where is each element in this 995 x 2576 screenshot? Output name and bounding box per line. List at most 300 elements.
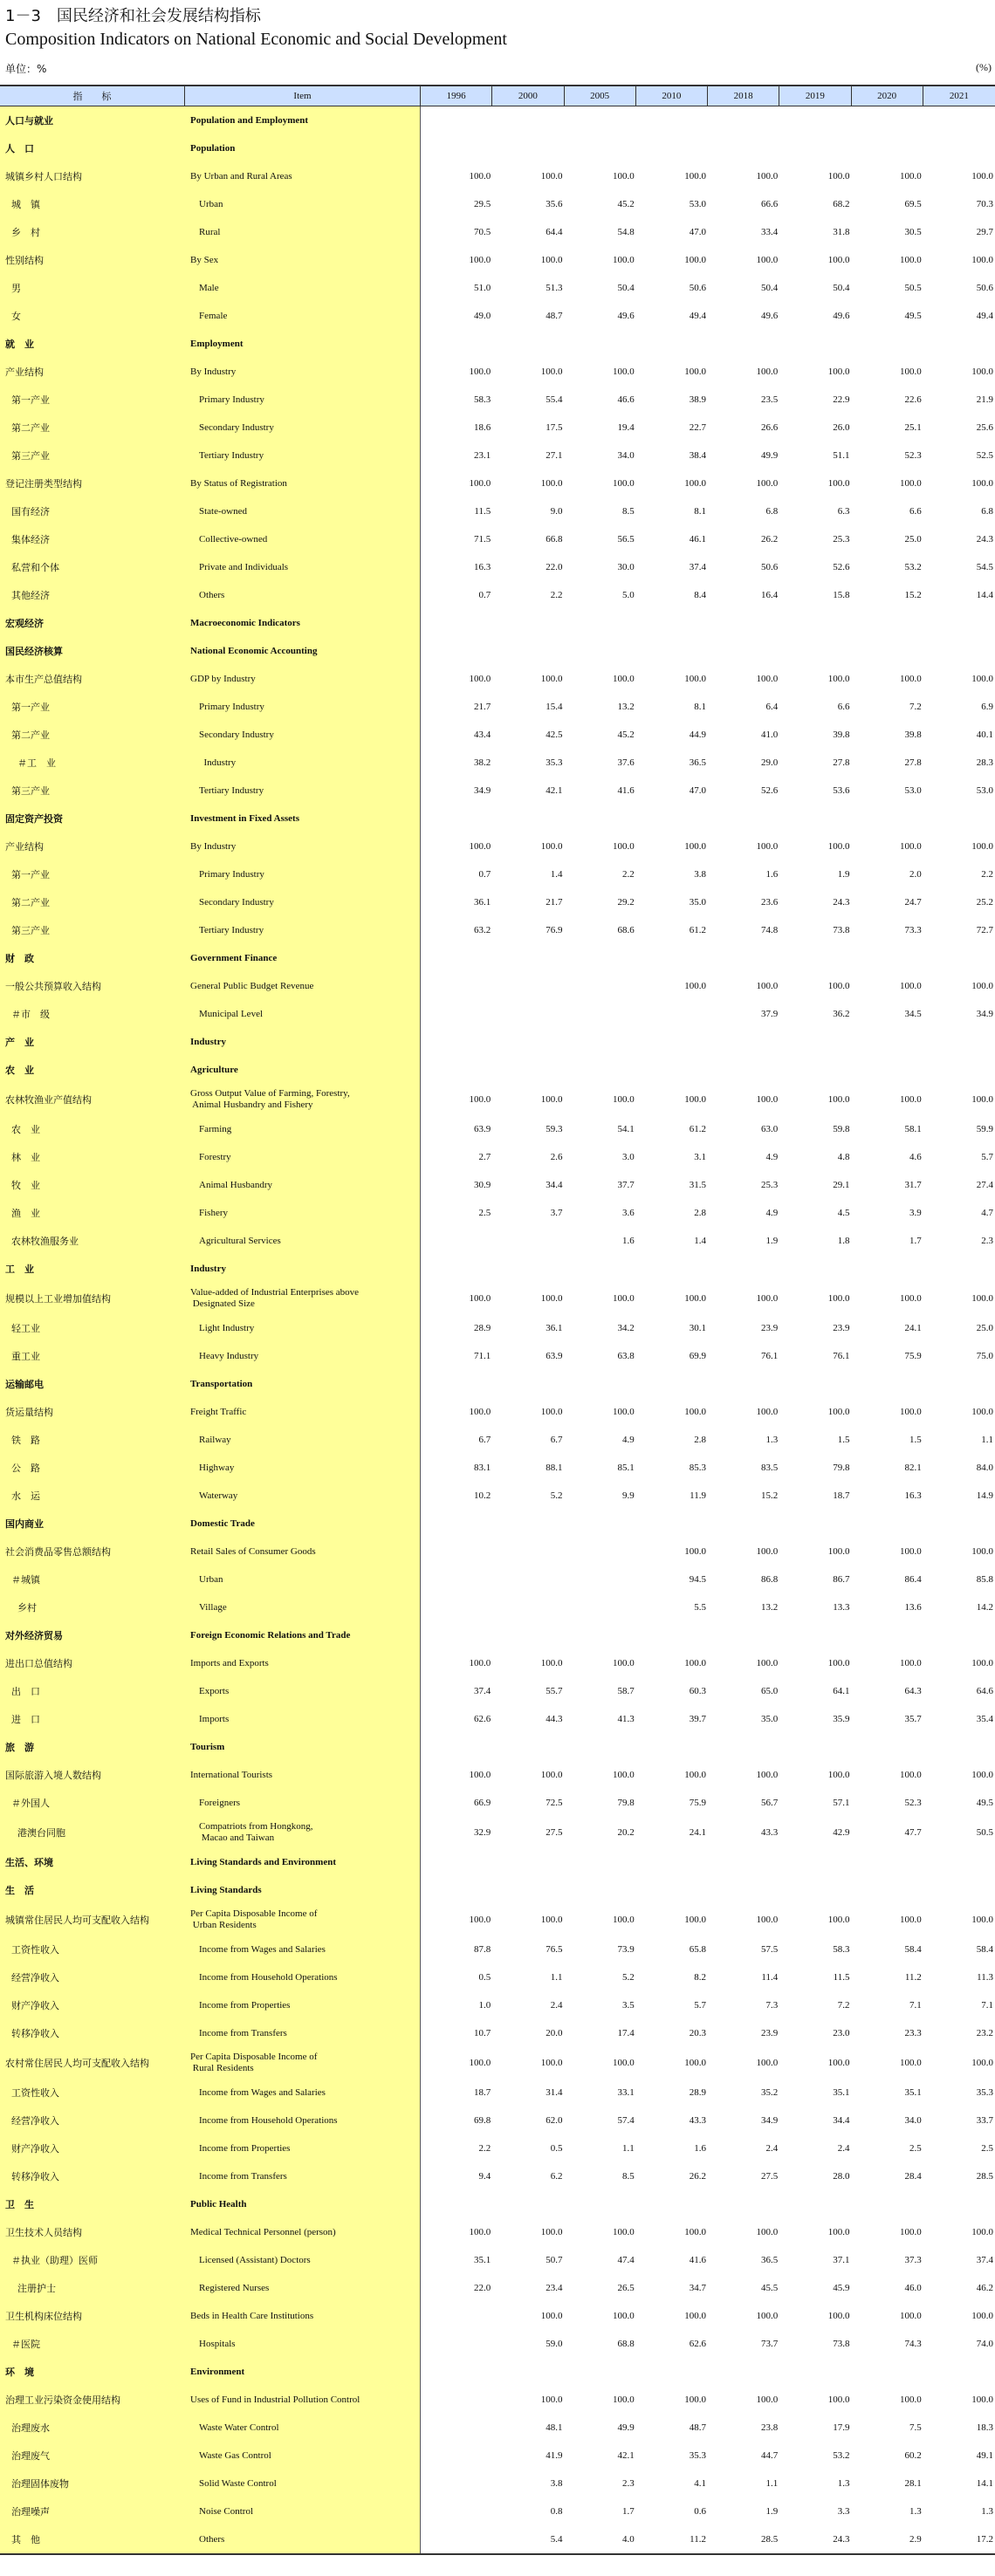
value-cell: 100.0 bbox=[540, 255, 563, 265]
value-cell: 50.7 bbox=[546, 2255, 563, 2265]
value-cell bbox=[565, 1565, 636, 1593]
value-cell: 100.0 bbox=[684, 2311, 706, 2321]
indicator-cn: 国民经济核算 bbox=[0, 637, 185, 665]
header-year: 2018 bbox=[708, 86, 779, 106]
table-row bbox=[0, 246, 995, 274]
value-cell: 33.1 bbox=[617, 2087, 635, 2098]
item-en: Male bbox=[185, 274, 421, 302]
value-cell: 100.0 bbox=[971, 1407, 993, 1417]
value-cell bbox=[779, 1848, 851, 1876]
value-cell: 24.1 bbox=[904, 1323, 922, 1333]
value-cell bbox=[708, 330, 779, 358]
value-cell: 24.1 bbox=[689, 1827, 706, 1838]
value-cell: 100.0 bbox=[971, 841, 993, 852]
value-cell: 26.2 bbox=[689, 2171, 706, 2182]
indicator-cn: 转移净收入 bbox=[0, 2019, 185, 2047]
table-row bbox=[0, 665, 995, 693]
indicator-cn: 卫 生 bbox=[0, 2190, 185, 2218]
value-cell: 2.8 bbox=[694, 1208, 706, 1218]
value-cell bbox=[565, 609, 636, 637]
value-cell: 20.3 bbox=[689, 2028, 706, 2038]
value-cell bbox=[421, 1227, 492, 1255]
value-cell: 0.5 bbox=[478, 1972, 491, 1983]
value-cell bbox=[923, 1255, 995, 1283]
value-cell: 43.3 bbox=[761, 1827, 779, 1838]
value-cell: 50.4 bbox=[617, 283, 635, 293]
value-cell: 60.3 bbox=[689, 1686, 706, 1696]
value-cell: 100.0 bbox=[900, 1094, 922, 1105]
value-cell: 36.5 bbox=[689, 757, 706, 768]
value-cell bbox=[421, 1370, 492, 1398]
value-cell bbox=[492, 1000, 564, 1028]
value-cell bbox=[492, 1565, 564, 1593]
item-en: Collective-owned bbox=[185, 525, 421, 553]
value-cell: 66.9 bbox=[474, 1798, 491, 1808]
indicator-cn: 城镇常住居民人均可支配收入结构 bbox=[0, 1904, 185, 1935]
value-cell bbox=[565, 637, 636, 665]
indicator-cn: ＃市 级 bbox=[0, 1000, 185, 1028]
value-cell: 48.7 bbox=[689, 2422, 706, 2433]
table-row bbox=[0, 1677, 995, 1705]
value-cell: 76.9 bbox=[546, 925, 563, 935]
value-cell bbox=[852, 2358, 923, 2386]
value-cell: 100.0 bbox=[971, 1094, 993, 1105]
value-cell: 49.9 bbox=[617, 2422, 635, 2433]
value-cell bbox=[852, 805, 923, 832]
value-cell bbox=[779, 106, 851, 134]
value-cell: 49.6 bbox=[761, 311, 779, 321]
item-en: By Industry bbox=[185, 358, 421, 386]
value-cell: 36.5 bbox=[761, 2255, 779, 2265]
value-cell: 2.2 bbox=[622, 869, 635, 880]
value-cell: 14.1 bbox=[976, 2478, 993, 2489]
item-en: Living Standards and Environment bbox=[185, 1848, 421, 1876]
value-cell bbox=[421, 1028, 492, 1056]
item-en: Freight Traffic bbox=[185, 1398, 421, 1426]
value-cell: 100.0 bbox=[469, 1770, 491, 1780]
value-cell: 100.0 bbox=[469, 1094, 491, 1105]
value-cell bbox=[421, 2470, 492, 2497]
value-cell: 37.1 bbox=[833, 2255, 850, 2265]
value-cell: 1.5 bbox=[837, 1435, 850, 1445]
value-cell: 23.2 bbox=[976, 2028, 993, 2038]
value-cell: 75.0 bbox=[976, 1351, 993, 1361]
value-cell: 73.8 bbox=[833, 2339, 850, 2349]
value-cell: 49.0 bbox=[474, 311, 491, 321]
value-cell: 56.5 bbox=[617, 534, 635, 545]
item-en: Secondary Industry bbox=[185, 414, 421, 442]
value-cell: 28.5 bbox=[761, 2534, 779, 2545]
item-en: Licensed (Assistant) Doctors bbox=[185, 2246, 421, 2274]
value-cell: 70.3 bbox=[976, 199, 993, 209]
value-cell bbox=[565, 106, 636, 134]
value-cell bbox=[852, 1621, 923, 1649]
value-cell: 35.3 bbox=[546, 757, 563, 768]
value-cell: 100.0 bbox=[613, 1658, 635, 1668]
value-cell: 31.8 bbox=[833, 227, 850, 237]
value-cell: 83.5 bbox=[761, 1463, 779, 1473]
value-cell bbox=[421, 2190, 492, 2218]
value-cell: 69.5 bbox=[904, 199, 922, 209]
value-cell: 22.0 bbox=[546, 562, 563, 572]
value-cell: 100.0 bbox=[900, 2311, 922, 2321]
table-row bbox=[0, 888, 995, 916]
section-heading-row bbox=[0, 1733, 995, 1761]
value-cell: 100.0 bbox=[900, 171, 922, 182]
value-cell bbox=[421, 1733, 492, 1761]
value-cell: 36.1 bbox=[546, 1323, 563, 1333]
value-cell: 34.7 bbox=[689, 2283, 706, 2293]
section-heading-row bbox=[0, 805, 995, 832]
indicator-cn: 产业结构 bbox=[0, 358, 185, 386]
value-cell: 28.1 bbox=[904, 2478, 922, 2489]
table-row bbox=[0, 1314, 995, 1342]
indicator-cn: 国际旅游入境人数结构 bbox=[0, 1761, 185, 1789]
value-cell: 1.6 bbox=[765, 869, 779, 880]
item-en: Waterway bbox=[185, 1482, 421, 1510]
value-cell: 100.0 bbox=[756, 2058, 779, 2068]
value-cell bbox=[421, 944, 492, 972]
value-cell: 13.6 bbox=[904, 1602, 922, 1613]
value-cell: 100.0 bbox=[900, 1407, 922, 1417]
table-row bbox=[0, 1538, 995, 1565]
indicator-cn: 进 口 bbox=[0, 1705, 185, 1733]
value-cell: 32.9 bbox=[474, 1827, 491, 1838]
table-row bbox=[0, 190, 995, 218]
value-cell: 3.3 bbox=[837, 2506, 850, 2517]
value-cell: 0.7 bbox=[478, 869, 491, 880]
value-cell bbox=[421, 2525, 492, 2553]
value-cell: 100.0 bbox=[613, 1407, 635, 1417]
value-cell: 100.0 bbox=[900, 1658, 922, 1668]
value-cell: 100.0 bbox=[684, 1546, 706, 1557]
value-cell: 100.0 bbox=[827, 2311, 850, 2321]
indicator-cn: ＃工 业 bbox=[0, 749, 185, 777]
item-en: Noise Control bbox=[185, 2497, 421, 2525]
value-cell bbox=[708, 609, 779, 637]
value-cell: 35.3 bbox=[976, 2087, 993, 2098]
value-cell: 71.5 bbox=[474, 534, 491, 545]
value-cell: 50.4 bbox=[833, 283, 850, 293]
value-cell: 68.6 bbox=[617, 925, 635, 935]
table-row bbox=[0, 525, 995, 553]
value-cell bbox=[636, 1510, 708, 1538]
value-cell bbox=[779, 2190, 851, 2218]
value-cell: 64.6 bbox=[976, 1686, 993, 1696]
value-cell: 2.4 bbox=[550, 2000, 563, 2011]
value-cell: 2.2 bbox=[478, 2143, 491, 2154]
value-cell bbox=[708, 2358, 779, 2386]
value-cell: 100.0 bbox=[971, 478, 993, 489]
indicator-cn: 运输邮电 bbox=[0, 1370, 185, 1398]
value-cell: 82.1 bbox=[904, 1463, 922, 1473]
value-cell bbox=[852, 1255, 923, 1283]
value-cell: 86.4 bbox=[904, 1574, 922, 1585]
value-cell bbox=[565, 1538, 636, 1565]
value-cell: 76.1 bbox=[761, 1351, 779, 1361]
value-cell bbox=[421, 1593, 492, 1621]
value-cell: 100.0 bbox=[756, 367, 779, 377]
value-cell: 23.0 bbox=[833, 2028, 850, 2038]
value-cell: 74.3 bbox=[904, 2339, 922, 2349]
value-cell: 53.0 bbox=[904, 785, 922, 796]
value-cell: 53.6 bbox=[833, 785, 850, 796]
item-en: Tertiary Industry bbox=[185, 442, 421, 469]
value-cell: 23.1 bbox=[474, 450, 491, 461]
value-cell: 30.5 bbox=[904, 227, 922, 237]
item-en: Income from Wages and Salaries bbox=[185, 2079, 421, 2107]
value-cell: 100.0 bbox=[684, 1915, 706, 1925]
value-cell bbox=[421, 1621, 492, 1649]
value-cell bbox=[923, 2190, 995, 2218]
value-cell: 100.0 bbox=[971, 2058, 993, 2068]
value-cell: 100.0 bbox=[540, 1915, 563, 1925]
section-heading-row bbox=[0, 1848, 995, 1876]
indicator-cn: 第一产业 bbox=[0, 693, 185, 721]
value-cell: 28.0 bbox=[833, 2171, 850, 2182]
item-en: Primary Industry bbox=[185, 693, 421, 721]
value-cell bbox=[421, 2414, 492, 2442]
item-en: Animal Husbandry bbox=[185, 1171, 421, 1199]
value-cell: 85.8 bbox=[976, 1574, 993, 1585]
value-cell bbox=[852, 1056, 923, 1084]
table-row bbox=[0, 2274, 995, 2302]
table-row bbox=[0, 1143, 995, 1171]
value-cell: 29.5 bbox=[474, 199, 491, 209]
value-cell bbox=[708, 1370, 779, 1398]
item-en: Waste Water Control bbox=[185, 2414, 421, 2442]
value-cell bbox=[565, 2190, 636, 2218]
item-en: Agriculture bbox=[185, 1056, 421, 1084]
item-en: Value-added of Industrial Enterprises above Designated Size bbox=[185, 1283, 421, 1314]
value-cell bbox=[421, 1876, 492, 1904]
value-cell: 100.0 bbox=[971, 1770, 993, 1780]
section-heading-row bbox=[0, 1255, 995, 1283]
value-cell: 35.9 bbox=[833, 1714, 850, 1724]
indicator-cn: 工 业 bbox=[0, 1255, 185, 1283]
value-cell: 31.4 bbox=[546, 2087, 563, 2098]
value-cell bbox=[492, 1593, 564, 1621]
value-cell: 15.2 bbox=[904, 590, 922, 600]
value-cell: 100.0 bbox=[827, 1094, 850, 1105]
item-en: Industry bbox=[185, 1028, 421, 1056]
value-cell: 6.4 bbox=[765, 702, 779, 712]
value-cell bbox=[492, 1848, 564, 1876]
value-cell: 35.0 bbox=[761, 1714, 779, 1724]
item-en: Per Capita Disposable Income of Rural Residents bbox=[185, 2047, 421, 2079]
value-cell: 34.9 bbox=[976, 1009, 993, 1019]
item-en: By Sex bbox=[185, 246, 421, 274]
item-en: Tertiary Industry bbox=[185, 916, 421, 944]
value-cell bbox=[636, 944, 708, 972]
indicator-cn: 治理噪声 bbox=[0, 2497, 185, 2525]
value-cell: 8.2 bbox=[694, 1972, 706, 1983]
value-cell: 4.7 bbox=[981, 1208, 993, 1218]
item-en: Municipal Level bbox=[185, 1000, 421, 1028]
value-cell: 100.0 bbox=[827, 674, 850, 684]
value-cell bbox=[565, 1848, 636, 1876]
value-cell: 100.0 bbox=[900, 674, 922, 684]
value-cell bbox=[852, 1510, 923, 1538]
value-cell: 1.1 bbox=[981, 1435, 993, 1445]
value-cell bbox=[636, 805, 708, 832]
indicator-cn: 林 业 bbox=[0, 1143, 185, 1171]
value-cell: 2.6 bbox=[550, 1152, 563, 1162]
indicator-cn: 财产净收入 bbox=[0, 2134, 185, 2162]
value-cell: 23.9 bbox=[761, 2028, 779, 2038]
value-cell bbox=[636, 1733, 708, 1761]
item-en: Public Health bbox=[185, 2190, 421, 2218]
value-cell bbox=[708, 1510, 779, 1538]
title-chinese: 1－3 国民经济和社会发展结构指标 bbox=[5, 7, 261, 25]
value-cell: 7.5 bbox=[909, 2422, 922, 2433]
value-cell: 7.2 bbox=[837, 2000, 850, 2011]
table-row bbox=[0, 414, 995, 442]
value-cell: 14.4 bbox=[976, 590, 993, 600]
value-cell: 26.6 bbox=[761, 422, 779, 433]
value-cell: 22.9 bbox=[833, 394, 850, 405]
table-row bbox=[0, 2134, 995, 2162]
value-cell bbox=[636, 106, 708, 134]
header-item-en: Item bbox=[185, 86, 421, 106]
value-cell: 100.0 bbox=[827, 1658, 850, 1668]
value-cell: 46.6 bbox=[617, 394, 635, 405]
value-cell: 42.5 bbox=[546, 730, 563, 740]
value-cell: 100.0 bbox=[469, 2058, 491, 2068]
indicator-cn: 集体经济 bbox=[0, 525, 185, 553]
value-cell: 100.0 bbox=[613, 841, 635, 852]
table-row bbox=[0, 2302, 995, 2330]
item-en: Primary Industry bbox=[185, 386, 421, 414]
value-cell: 70.5 bbox=[474, 227, 491, 237]
value-cell: 100.0 bbox=[469, 1407, 491, 1417]
value-cell: 14.9 bbox=[976, 1490, 993, 1501]
value-cell: 100.0 bbox=[684, 255, 706, 265]
value-cell: 100.0 bbox=[540, 841, 563, 852]
table-body bbox=[0, 106, 995, 2553]
indicator-cn: 第三产业 bbox=[0, 916, 185, 944]
value-cell: 17.5 bbox=[546, 422, 563, 433]
indicator-cn: 注册护士 bbox=[0, 2274, 185, 2302]
value-cell bbox=[708, 805, 779, 832]
value-cell: 100.0 bbox=[684, 981, 706, 991]
value-cell: 2.5 bbox=[478, 1208, 491, 1218]
indicator-cn: 出 口 bbox=[0, 1677, 185, 1705]
value-cell: 100.0 bbox=[756, 1407, 779, 1417]
item-en: Medical Technical Personnel (person) bbox=[185, 2218, 421, 2246]
value-cell: 41.6 bbox=[689, 2255, 706, 2265]
value-cell bbox=[492, 1538, 564, 1565]
value-cell: 37.9 bbox=[761, 1009, 779, 1019]
value-cell: 2.8 bbox=[694, 1435, 706, 1445]
value-cell: 100.0 bbox=[900, 2227, 922, 2237]
value-cell bbox=[636, 134, 708, 162]
table-row bbox=[0, 1761, 995, 1789]
value-cell bbox=[421, 1848, 492, 1876]
value-cell: 15.8 bbox=[833, 590, 850, 600]
section-heading-row bbox=[0, 1028, 995, 1056]
indicator-cn: 第三产业 bbox=[0, 442, 185, 469]
value-cell: 100.0 bbox=[684, 1658, 706, 1668]
item-en: Employment bbox=[185, 330, 421, 358]
value-cell: 75.9 bbox=[904, 1351, 922, 1361]
value-cell: 64.3 bbox=[904, 1686, 922, 1696]
value-cell bbox=[492, 1621, 564, 1649]
value-cell: 45.9 bbox=[833, 2283, 850, 2293]
value-cell: 39.8 bbox=[904, 730, 922, 740]
value-cell: 100.0 bbox=[684, 367, 706, 377]
item-en: Income from Properties bbox=[185, 1991, 421, 2019]
value-cell: 34.4 bbox=[833, 2115, 850, 2126]
indicator-cn: 一般公共预算收入结构 bbox=[0, 972, 185, 1000]
indicator-cn: 其他经济 bbox=[0, 581, 185, 609]
value-cell: 45.2 bbox=[617, 199, 635, 209]
value-cell: 29.2 bbox=[617, 897, 635, 908]
indicator-cn: 财产净收入 bbox=[0, 1991, 185, 2019]
table-row bbox=[0, 832, 995, 860]
value-cell: 1.1 bbox=[765, 2478, 779, 2489]
value-cell: 49.6 bbox=[617, 311, 635, 321]
value-cell: 69.8 bbox=[474, 2115, 491, 2126]
value-cell: 25.0 bbox=[976, 1323, 993, 1333]
value-cell: 88.1 bbox=[546, 1463, 563, 1473]
value-cell: 34.0 bbox=[617, 450, 635, 461]
value-cell: 100.0 bbox=[756, 981, 779, 991]
value-cell bbox=[565, 2358, 636, 2386]
value-cell bbox=[852, 637, 923, 665]
value-cell: 37.6 bbox=[617, 757, 635, 768]
value-cell: 2.2 bbox=[550, 590, 563, 600]
indicator-cn: ＃外国人 bbox=[0, 1789, 185, 1817]
value-cell: 100.0 bbox=[540, 1094, 563, 1105]
item-en: Living Standards bbox=[185, 1876, 421, 1904]
item-en: Compatriots from Hongkong, Macao and Taiwan bbox=[185, 1817, 421, 1848]
value-cell: 100.0 bbox=[756, 841, 779, 852]
item-en: Tourism bbox=[185, 1733, 421, 1761]
item-en: International Tourists bbox=[185, 1761, 421, 1789]
value-cell bbox=[492, 944, 564, 972]
value-cell bbox=[708, 2190, 779, 2218]
item-en: Others bbox=[185, 581, 421, 609]
value-cell: 49.5 bbox=[904, 311, 922, 321]
value-cell bbox=[492, 106, 564, 134]
table-row bbox=[0, 1817, 995, 1848]
value-cell: 3.1 bbox=[694, 1152, 706, 1162]
item-en: Industry bbox=[185, 749, 421, 777]
value-cell: 20.2 bbox=[617, 1827, 635, 1838]
indicator-cn: 卫生机构床位结构 bbox=[0, 2302, 185, 2330]
value-cell bbox=[636, 1028, 708, 1056]
item-en: Income from Properties bbox=[185, 2134, 421, 2162]
item-en: Government Finance bbox=[185, 944, 421, 972]
value-cell: 100.0 bbox=[540, 2394, 563, 2405]
value-cell bbox=[779, 609, 851, 637]
value-cell: 58.7 bbox=[617, 1686, 635, 1696]
value-cell: 62.6 bbox=[474, 1714, 491, 1724]
value-cell: 50.4 bbox=[761, 283, 779, 293]
value-cell: 100.0 bbox=[756, 2394, 779, 2405]
value-cell: 100.0 bbox=[540, 1293, 563, 1304]
value-cell bbox=[492, 1056, 564, 1084]
item-en: Income from Transfers bbox=[185, 2019, 421, 2047]
value-cell: 100.0 bbox=[971, 1915, 993, 1925]
indicator-cn: 水 运 bbox=[0, 1482, 185, 1510]
value-cell bbox=[492, 2190, 564, 2218]
value-cell bbox=[492, 134, 564, 162]
indicator-cn: 城镇乡村人口结构 bbox=[0, 162, 185, 190]
value-cell bbox=[565, 1733, 636, 1761]
value-cell: 59.0 bbox=[546, 2339, 563, 2349]
